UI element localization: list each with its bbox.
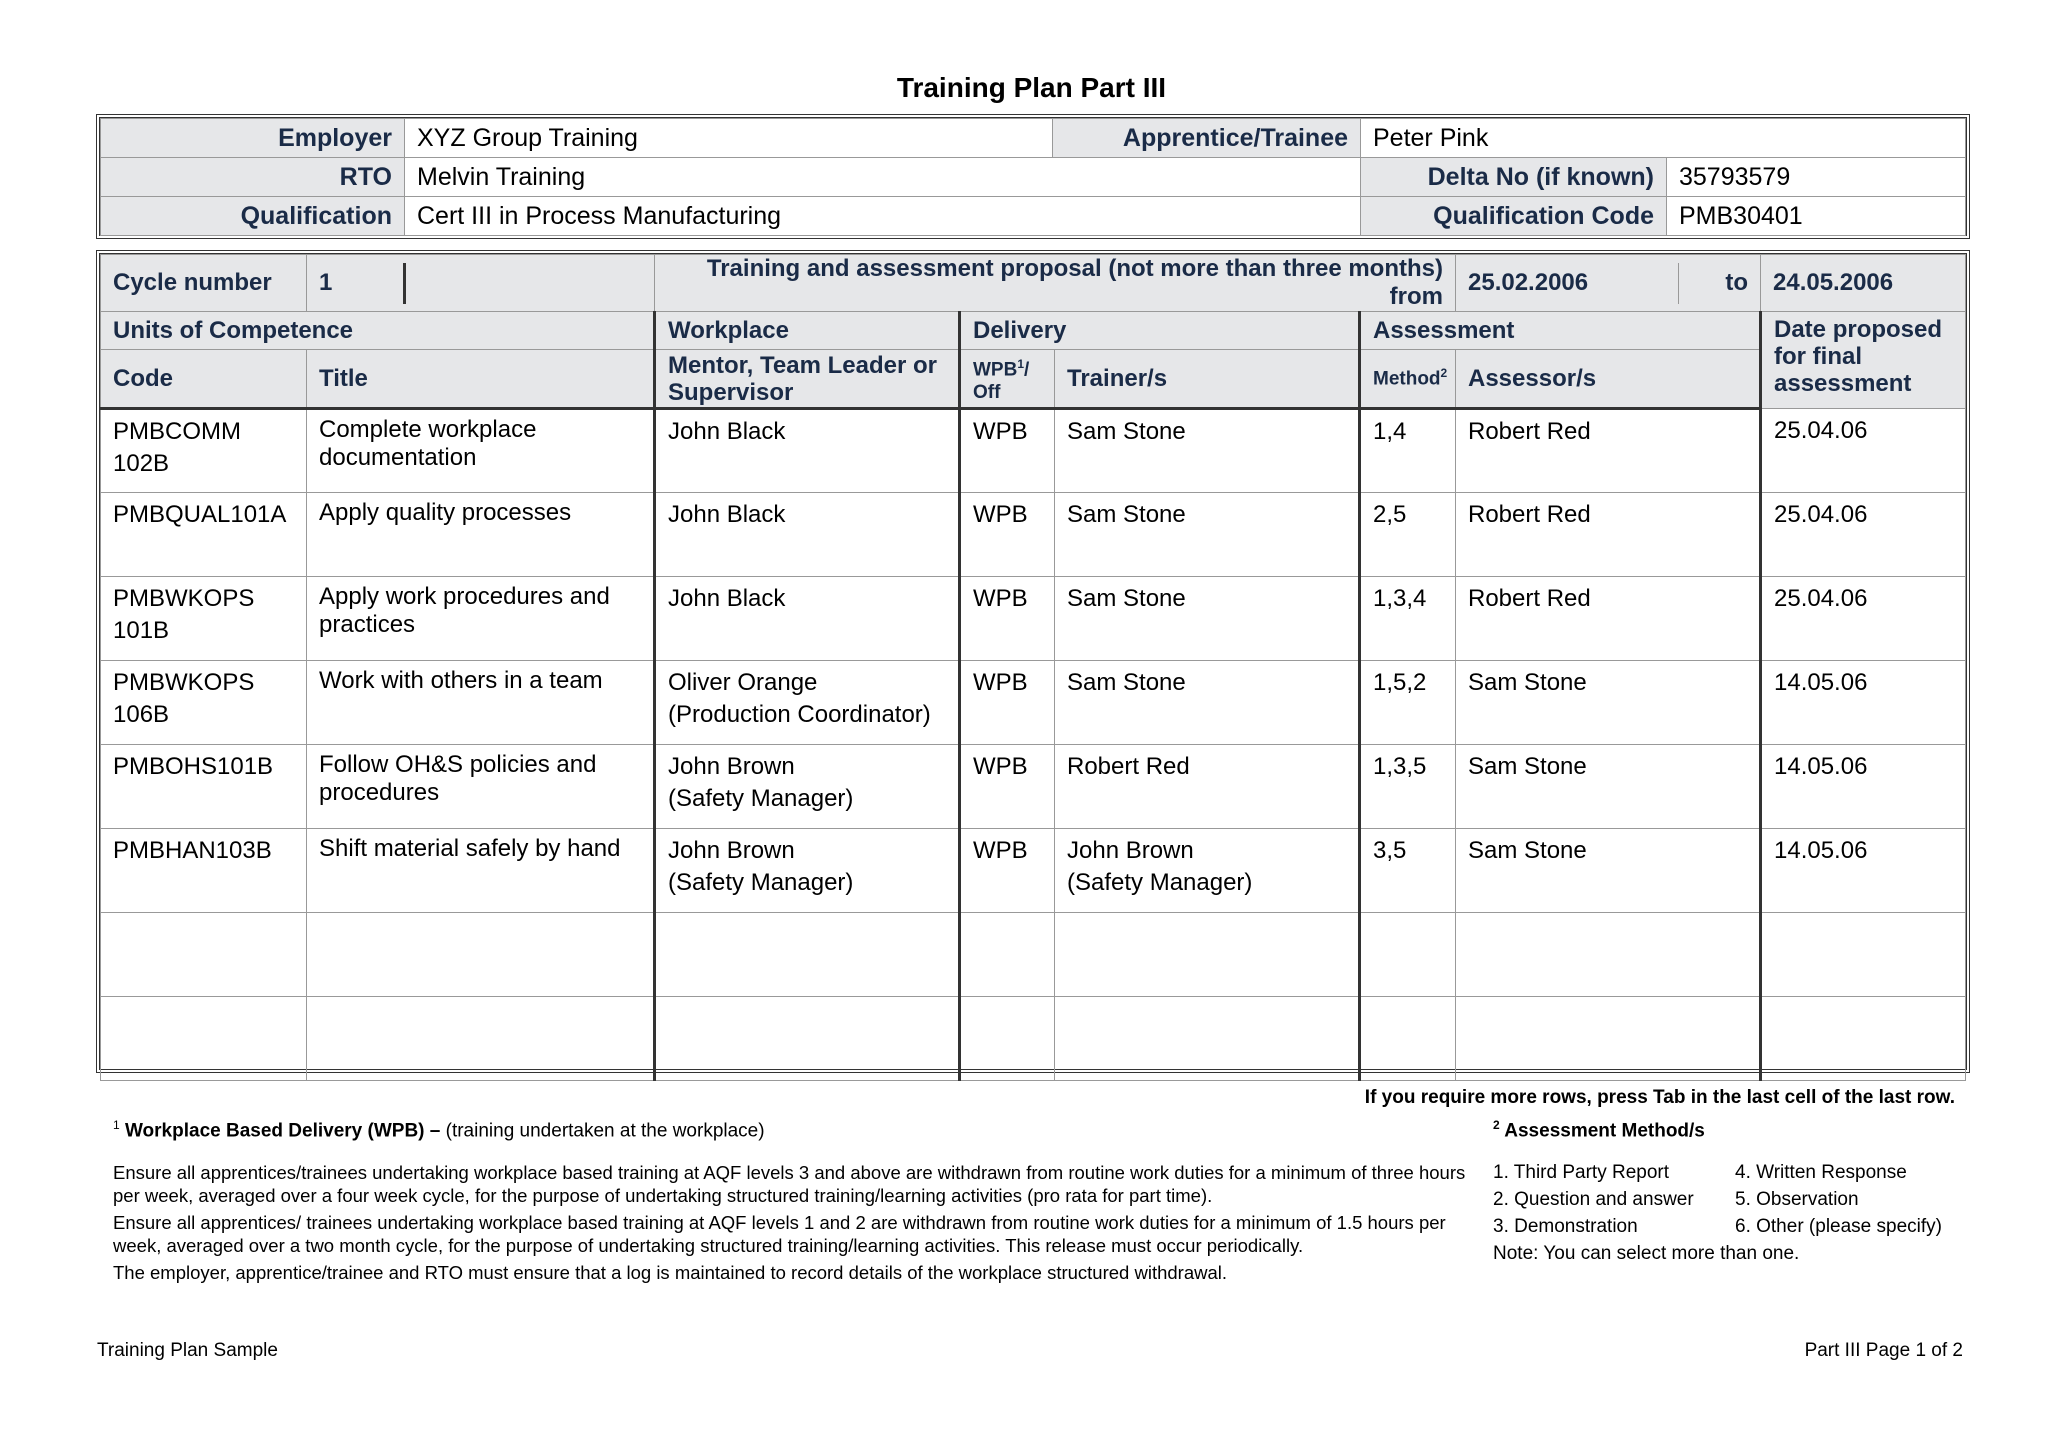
mentor-text: John Brown: [668, 837, 795, 864]
mentor-header: Mentor, Team Leader or Supervisor: [655, 350, 960, 409]
method-text: 1,5,2: [1373, 669, 1427, 696]
delivery-text: WPB: [973, 753, 1028, 780]
delivery-cell[interactable]: [960, 409, 1055, 493]
code-text: 106B: [113, 701, 170, 728]
method-text: 1,3,5: [1373, 753, 1427, 780]
code-text: PMBOHS101B: [113, 753, 274, 780]
delivery-cell[interactable]: [960, 745, 1055, 829]
code-text: 102B: [113, 450, 170, 477]
assessor-cell[interactable]: [1456, 913, 1761, 997]
date-cell[interactable]: [1761, 913, 1966, 997]
method-item: 6. Other (please specify): [1735, 1216, 1942, 1237]
footnote-body: [113, 1161, 1473, 1288]
assessor-text: Robert Red: [1468, 585, 1591, 612]
date-text: 14.05.06: [1774, 669, 1868, 696]
table-row: [101, 409, 1966, 493]
trainer-text: (Safety Manager): [1067, 869, 1253, 896]
mentor-cell[interactable]: [655, 577, 960, 661]
title-cell[interactable]: [307, 829, 655, 913]
methods-list: [1493, 1159, 1965, 1267]
assessor-text: Sam Stone: [1468, 837, 1587, 864]
method-text: 1,3,4: [1373, 585, 1427, 612]
assessor-text: Sam Stone: [1468, 753, 1587, 780]
code-cell[interactable]: [101, 997, 307, 1081]
footer-left: Training Plan Sample: [97, 1340, 278, 1361]
method-header: Method$^2$: [1360, 350, 1456, 409]
date-text: 14.05.06: [1774, 753, 1868, 780]
trainer-cell[interactable]: [1055, 997, 1360, 1081]
assessor-cell[interactable]: [1456, 409, 1761, 493]
rto-field[interactable]: Melvin Training: [405, 158, 1361, 197]
mentor-cell[interactable]: [655, 661, 960, 745]
trainer-header: Trainer/s: [1055, 350, 1360, 409]
title-text: Follow OH&S policies and procedures: [319, 751, 597, 806]
mentor-text: John Black: [668, 501, 786, 528]
assessor-cell[interactable]: [1456, 829, 1761, 913]
code-text: PMBQUAL101A: [113, 501, 287, 528]
title-cell[interactable]: [307, 661, 655, 745]
delivery-cell[interactable]: [960, 829, 1055, 913]
code-text: PMBWKOPS: [113, 585, 255, 612]
delivery-text: WPB: [973, 501, 1028, 528]
method-cell[interactable]: [1360, 745, 1456, 829]
code-text: PMBCOMM: [113, 418, 241, 445]
date-cell[interactable]: [1761, 661, 1966, 745]
method-cell[interactable]: [1360, 493, 1456, 577]
mentor-text: (Safety Manager): [668, 785, 854, 812]
assessor-cell[interactable]: [1456, 745, 1761, 829]
date-cell[interactable]: [1761, 829, 1966, 913]
mentor-text: (Safety Manager): [668, 869, 854, 896]
trainer-text: Sam Stone: [1067, 585, 1186, 612]
trainer-cell[interactable]: [1055, 493, 1360, 577]
title-header: Title: [307, 350, 655, 409]
to-label: to: [1725, 269, 1748, 296]
qual-code-field[interactable]: PMB30401: [1667, 197, 1966, 236]
date-cell[interactable]: [1761, 745, 1966, 829]
method-item: 3. Demonstration: [1493, 1216, 1638, 1237]
table-row: [101, 913, 1966, 997]
method-item: 5. Observation: [1735, 1189, 1859, 1210]
table-row: [101, 661, 1966, 745]
date-cell[interactable]: [1761, 577, 1966, 661]
mentor-cell[interactable]: [655, 829, 960, 913]
assessment-header: Assessment: [1360, 312, 1761, 350]
date-cell[interactable]: [1761, 409, 1966, 493]
mentor-text: John Black: [668, 585, 786, 612]
mentor-text: Oliver Orange: [668, 669, 818, 696]
delivery-text: WPB: [973, 669, 1028, 696]
title-cell[interactable]: [307, 745, 655, 829]
delivery-cell[interactable]: [960, 577, 1055, 661]
rto-label: RTO: [101, 158, 405, 197]
wpb-header: WPB$^1$/ Off: [960, 350, 1055, 409]
table-row: [101, 829, 1966, 913]
workplace-header: Workplace: [655, 312, 960, 350]
trainer-cell[interactable]: [1055, 745, 1360, 829]
code-cell[interactable]: [101, 493, 307, 577]
method-item: 1. Third Party Report: [1493, 1162, 1670, 1183]
header-info-box: [96, 114, 1970, 239]
code-cell[interactable]: [101, 577, 307, 661]
qual-code-label: Qualification Code: [1361, 197, 1667, 236]
date-text: 25.04.06: [1774, 585, 1868, 612]
title-cell[interactable]: [307, 577, 655, 661]
trainer-cell[interactable]: [1055, 829, 1360, 913]
method-cell[interactable]: [1360, 913, 1456, 997]
trainer-cell[interactable]: [1055, 409, 1360, 493]
delivery-cell[interactable]: [960, 913, 1055, 997]
date-text: 25.04.06: [1774, 501, 1868, 528]
employer-field[interactable]: XYZ Group Training: [405, 119, 1053, 158]
footnote-methods-title: $^2$ Assessment Method/s: [1493, 1118, 1705, 1142]
apprentice-field[interactable]: Peter Pink: [1361, 119, 1966, 158]
method-cell[interactable]: [1360, 661, 1456, 745]
title-cell[interactable]: [307, 913, 655, 997]
code-cell[interactable]: [101, 409, 307, 493]
assessor-cell[interactable]: [1456, 661, 1761, 745]
delta-field[interactable]: 35793579: [1667, 158, 1966, 197]
mentor-cell[interactable]: [655, 745, 960, 829]
training-plan-table: [96, 250, 1970, 1073]
delivery-cell[interactable]: [960, 493, 1055, 577]
title-text: Work with others in a team: [319, 667, 603, 694]
table-row: [101, 493, 1966, 577]
method-text: 2,5: [1373, 501, 1407, 528]
delivery-header: Delivery: [960, 312, 1360, 350]
apprentice-label: Apprentice/Trainee: [1053, 119, 1361, 158]
footnote-wpb: $^1$ Workplace Based Delivery (WPB) – (training undertaken at the workplace): [113, 1118, 765, 1142]
trainer-text: Sam Stone: [1067, 669, 1186, 696]
method-cell[interactable]: [1360, 409, 1456, 493]
methods-note: Note: You can select more than one.: [1493, 1243, 1800, 1264]
table-row: [101, 745, 1966, 829]
units-header: Units of Competence: [101, 312, 655, 350]
method-text: 3,5: [1373, 837, 1407, 864]
code-cell[interactable]: [101, 661, 307, 745]
trainer-cell[interactable]: [1055, 577, 1360, 661]
more-rows-note: If you require more rows, press Tab in the last cell of the last row.: [1364, 1087, 1955, 1108]
method-item: 2. Question and answer: [1493, 1189, 1694, 1210]
code-text: PMBHAN103B: [113, 837, 272, 864]
page-title: Training Plan Part III: [896, 72, 1167, 103]
assessor-text: Robert Red: [1468, 418, 1591, 445]
title-cell[interactable]: [307, 997, 655, 1081]
footnote-para-3: The employer, apprentice/trainee and RTO must ensure that a log is maintained to record details of the workplace structured withdrawal.: [113, 1262, 1228, 1283]
method-cell[interactable]: [1360, 829, 1456, 913]
trainer-text: Robert Red: [1067, 753, 1190, 780]
date-text: 14.05.06: [1774, 837, 1868, 864]
delivery-text: WPB: [973, 585, 1028, 612]
title-cell[interactable]: [307, 409, 655, 493]
title-text: Shift material safely by hand: [319, 835, 621, 862]
from-date-field[interactable]: 25.02.2006: [1456, 263, 1679, 304]
cycle-number-label: Cycle number: [101, 255, 307, 312]
code-cell[interactable]: [101, 913, 307, 997]
mentor-text: (Production Coordinator): [668, 701, 931, 728]
to-date-field[interactable]: 24.05.2006: [1761, 255, 1966, 312]
mentor-cell[interactable]: [655, 997, 960, 1081]
qualification-label: Qualification: [101, 197, 405, 236]
mentor-cell[interactable]: [655, 409, 960, 493]
method-text: 1,4: [1373, 418, 1407, 445]
cycle-number-field[interactable]: 1: [307, 263, 406, 304]
assessor-text: Sam Stone: [1468, 669, 1587, 696]
delivery-text: WPB: [973, 837, 1028, 864]
method-cell[interactable]: [1360, 997, 1456, 1081]
date-text: 25.04.06: [1774, 417, 1868, 444]
assessor-cell[interactable]: [1456, 997, 1761, 1081]
title-text: Apply work procedures and practices: [319, 583, 610, 638]
assessor-cell[interactable]: [1456, 577, 1761, 661]
trainer-text: Sam Stone: [1067, 418, 1186, 445]
trainer-cell[interactable]: [1055, 913, 1360, 997]
code-text: PMBWKOPS: [113, 669, 255, 696]
mentor-text: John Black: [668, 418, 786, 445]
assessor-header: Assessor/s: [1456, 350, 1761, 409]
title-text: Complete workplace documentation: [319, 416, 537, 471]
code-text: 101B: [113, 617, 170, 644]
title-text: Apply quality processes: [319, 499, 572, 526]
mentor-cell[interactable]: [655, 493, 960, 577]
date-cell[interactable]: [1761, 493, 1966, 577]
mentor-text: John Brown: [668, 753, 795, 780]
footnote-para-2: Ensure all apprentices/ trainees undertaking workplace based training at AQF levels 1 and 2 are withdrawn from routine work duties for a minimum of 1.5 hours per week, averaged over a two month cycle, for the purpose of undertaking structured training/learning activities. This release must occur periodically.: [113, 1212, 1446, 1256]
trainer-text: John Brown: [1067, 837, 1194, 864]
assessor-text: Robert Red: [1468, 501, 1591, 528]
delta-label: Delta No (if known): [1361, 158, 1667, 197]
title-cell[interactable]: [307, 493, 655, 577]
delivery-cell[interactable]: [960, 997, 1055, 1081]
date-cell[interactable]: [1761, 997, 1966, 1081]
assessor-cell[interactable]: [1456, 493, 1761, 577]
trainer-cell[interactable]: [1055, 661, 1360, 745]
method-item: 4. Written Response: [1735, 1162, 1907, 1183]
footnote-para-1: Ensure all apprentices/trainees undertaking workplace based training at AQF levels 3 and above are withdrawn from routine work duties for a minimum of three hours per week, averaged over a four week cycle, for the purpose of undertaking structured training/learning activities (pro rata for part time).: [113, 1162, 1466, 1206]
code-header: Code: [101, 350, 307, 409]
delivery-text: WPB: [973, 418, 1028, 445]
code-cell[interactable]: [101, 829, 307, 913]
trainer-text: Sam Stone: [1067, 501, 1186, 528]
footer-right: Part III Page 1 of 2: [1804, 1340, 1963, 1361]
employer-label: Employer: [101, 119, 405, 158]
date-header: Date proposed for final assessment: [1761, 312, 1966, 409]
table-row: [101, 577, 1966, 661]
qualification-field[interactable]: Cert III in Process Manufacturing: [405, 197, 1361, 236]
code-cell[interactable]: [101, 745, 307, 829]
method-cell[interactable]: [1360, 577, 1456, 661]
proposal-label: Training and assessment proposal (not more than three months) from: [655, 255, 1456, 312]
mentor-cell[interactable]: [655, 913, 960, 997]
table-row: [101, 997, 1966, 1081]
delivery-cell[interactable]: [960, 661, 1055, 745]
